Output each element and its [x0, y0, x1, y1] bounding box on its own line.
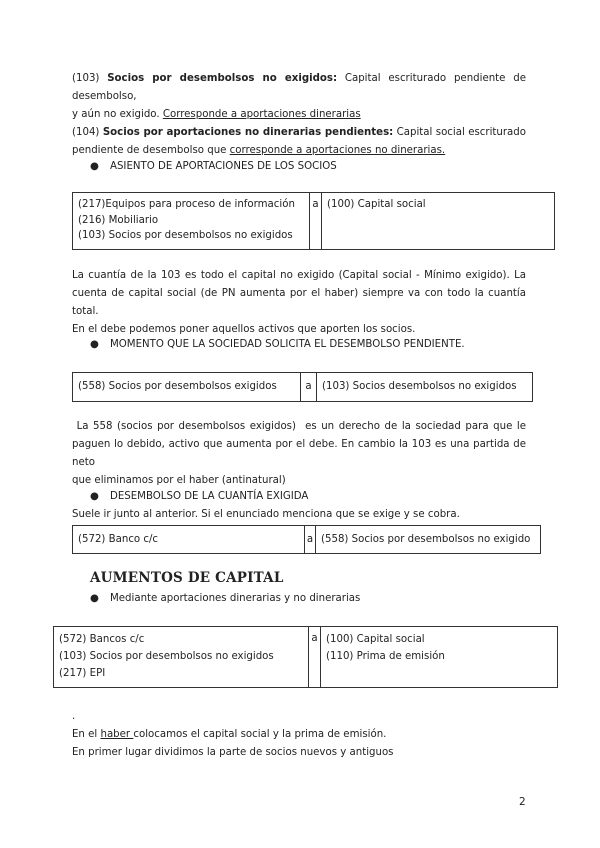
credit-cell: (100) Capital social: [322, 193, 555, 250]
bullet-marker: ●: [90, 593, 99, 604]
debit-cell: (572) Bancos c/c (103) Socios por desembolsos no exigidos (217) EPI: [54, 627, 309, 688]
credit-cell: (558) Socios por desembolsos no exigido: [316, 526, 541, 554]
definition-104-line-2: pendiente de desembolso que corresponde a aportaciones no dinerarias.: [72, 145, 446, 156]
paragraph-haber: . En el haber colocamos el capital social y la prima de emisión. En primer lugar dividimos la parte de socios nuevos y antiguos: [72, 708, 526, 762]
definition-103-line: (103) Socios por desembolsos no exigidos: Capital escriturado pendiente de desembolso,: [72, 73, 526, 102]
bullet-momento-solicita: ● MOMENTO QUE LA SOCIEDAD SOLICITA EL DESEMBOLSO PENDIENTE.: [90, 337, 465, 353]
section-heading-aumentos-capital: AUMENTOS DE CAPITAL: [90, 570, 284, 586]
a-separator: a: [301, 373, 317, 402]
bullet-marker: ●: [90, 491, 99, 502]
bullet-aportaciones-dinerarias: ● Mediante aportaciones dinerarias y no dinerarias: [90, 591, 360, 607]
journal-entry-aumento-capital: [53, 626, 558, 688]
paragraph-cuantia-103: La cuantía de la 103 es todo el capital no exigido (Capital social - Mínimo exigido). La cuenta de capital social (de PN aumenta por el haber) siempre va con todo la cuantía total. En el debe podemos poner aquellos activos que aporten los socios.: [72, 270, 526, 335]
definition-104-line: (104) Socios por aportaciones no dinerarias pendientes: Capital social escriturado: [72, 127, 526, 138]
paragraph-558: La 558 (socios por desembolsos exigidos) es un derecho de la sociedad para que le paguen lo debido, activo que aumenta por el debe. En cambio la 103 es una partida de neto que eliminamos por el haber (antinatural): [72, 421, 526, 486]
note-suele-ir-junto: Suele ir junto al anterior. Si el enunciado menciona que se exige y se cobra.: [72, 509, 460, 520]
stray-dot: .: [72, 711, 76, 722]
credit-cell: (100) Capital social (110) Prima de emisión: [321, 627, 558, 688]
definition-103-line-2: y aún no exigido. Corresponde a aportaciones dinerarias: [72, 109, 361, 120]
haber-line: En el haber colocamos el capital social y la prima de emisión.: [72, 729, 387, 740]
bullet-marker: ●: [90, 161, 99, 172]
journal-entry-aportaciones: [72, 192, 555, 250]
a-separator: a: [310, 193, 322, 250]
debit-cell: (558) Socios por desembolsos exigidos: [73, 373, 301, 402]
bullet-desembolso-exigida: ● DESEMBOLSO DE LA CUANTÍA EXIGIDA: [90, 489, 308, 505]
definitions-paragraph: [72, 70, 526, 160]
page-number: 2: [519, 796, 526, 808]
journal-entry-cobro: [72, 525, 541, 554]
a-separator: a: [305, 526, 316, 554]
bullet-asiento-aportaciones: ● ASIENTO DE APORTACIONES DE LOS SOCIOS: [90, 159, 337, 175]
journal-entry-solicitud-desembolso: [72, 372, 533, 402]
debit-cell: (217)Equipos para proceso de información (216) Mobiliario (103) Socios por desembolsos no exigidos: [73, 193, 310, 250]
a-separator: a: [309, 627, 321, 688]
credit-cell: (103) Socios desembolsos no exigidos: [317, 373, 533, 402]
debit-cell: (572) Banco c/c: [73, 526, 305, 554]
bullet-marker: ●: [90, 339, 99, 350]
